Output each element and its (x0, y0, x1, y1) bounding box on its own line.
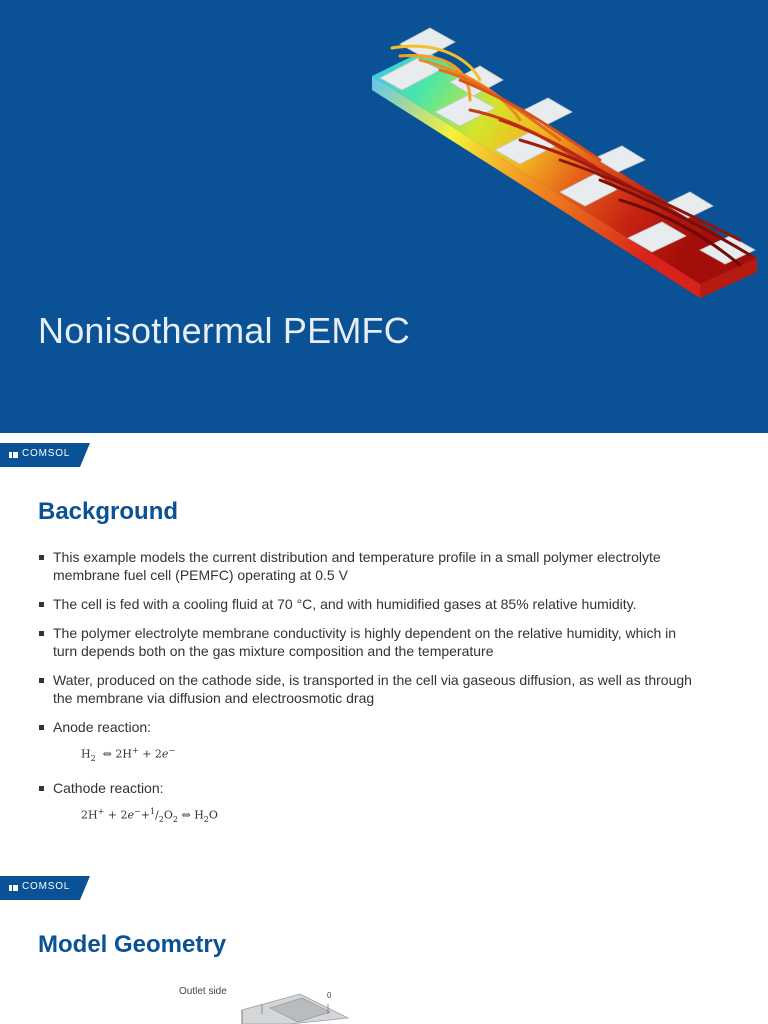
bullet-item: The cell is fed with a cooling fluid at 70 °C, and with humidified gases at 85% relative humidity. (38, 595, 698, 613)
bullet-item: Water, produced on the cathode side, is transported in the cell via gaseous diffusion, as well as through the membrane via diffusion and electroosmotic drag (38, 671, 698, 707)
axis-tick-label: 0 (327, 991, 332, 1000)
background-bullet-list (38, 548, 698, 840)
fuel-cell-simulation-render (0, 0, 768, 433)
comsol-logo: COMSOL (22, 881, 71, 892)
outlet-side-label: Outlet side (179, 986, 227, 997)
slide-title: Nonisothermal PEMFC (38, 310, 410, 351)
title-slide (0, 0, 768, 433)
background-heading: Background (38, 498, 179, 525)
comsol-logo-tab (0, 443, 90, 467)
bullet-item-anode (38, 718, 698, 768)
comsol-logo: COMSOL (22, 448, 71, 459)
cathode-label: Cathode reaction: (53, 779, 164, 796)
comsol-logo-tab (0, 876, 90, 900)
cathode-equation: $2H^+ + 2e^-+^1/_2O_2$ ⇔ $H_2O$ (81, 806, 218, 824)
anode-label: Anode reaction: (53, 719, 152, 735)
anode-equation: $H_2$ ⇔ 2H+ + 2e− (81, 746, 176, 763)
geometry-figure (230, 990, 360, 1024)
bullet-item: The polymer electrolyte membrane conductivity is highly dependent on the relative humidity, which in turn depends both on the gas mixture composition and the temperature (38, 624, 698, 660)
bullet-item-cathode (38, 779, 698, 829)
model-geometry-heading: Model Geometry (38, 931, 227, 958)
bullet-item: This example models the current distribution and temperature profile in a small polymer electrolyte membrane fuel cell (PEMFC) operating at 0.5 V (38, 548, 698, 584)
